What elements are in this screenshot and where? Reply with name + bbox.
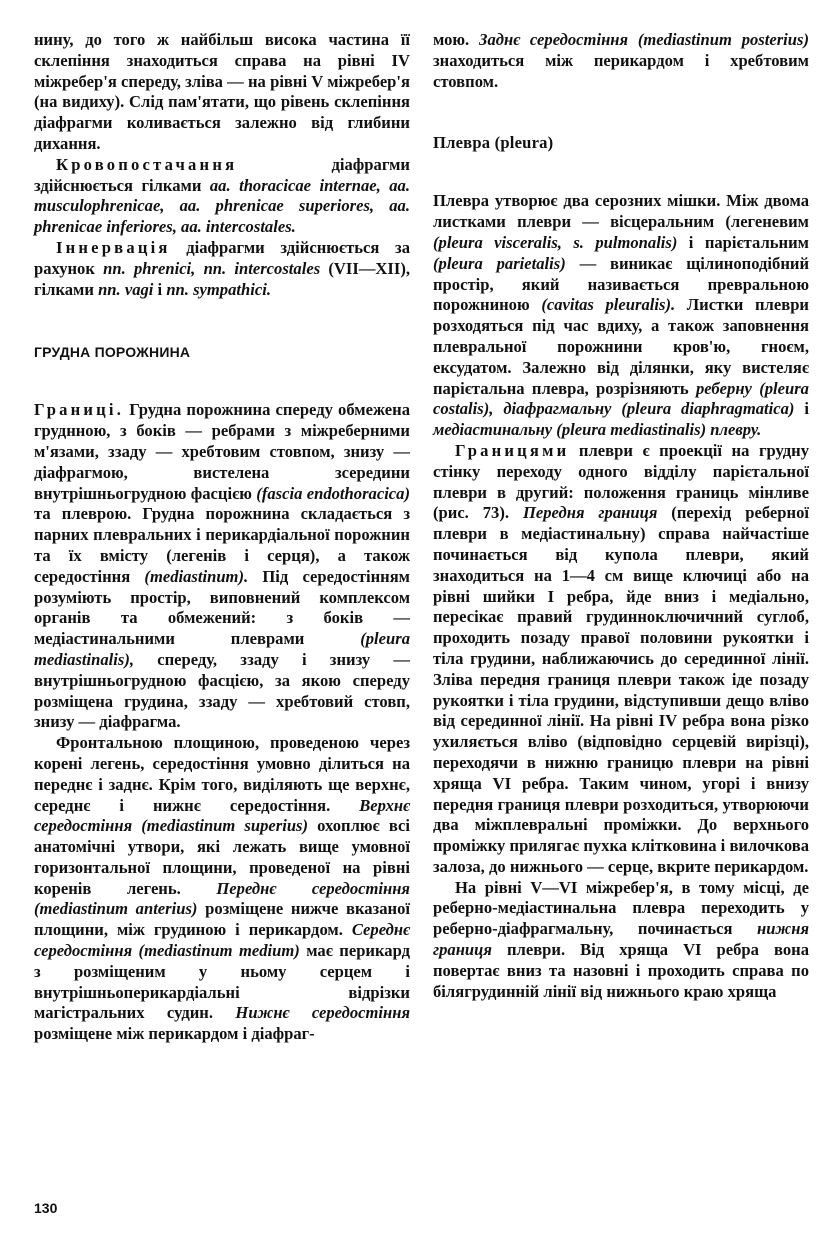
spaced-term-blood-supply: Кровопостачання [56, 154, 238, 174]
text-span: — виникає щілиноподібний простір, який називається превральною порожниною [433, 253, 809, 315]
latin-term: Нижнє середостіння [235, 1003, 410, 1023]
text-span: мою. [433, 30, 480, 49]
text-span: (VII—XII), гілками [34, 258, 410, 299]
section-heading-pleura: Плевра (pleura) [433, 133, 554, 153]
latin-term: (pleura visceralis, s. pulmonalis) [433, 232, 678, 252]
spaced-term-innervation: Іннервація [56, 237, 171, 257]
paragraph-blood-supply [34, 155, 410, 238]
text-span: Грудна порожнина спереду обмежена груднною, з боків — ребрами з міжреберними м'язами, ззаду — хребтовим стовпом, знизу — діафрагмою, вистелена зсередини внутрішньогрудною фасцією [34, 400, 410, 503]
latin-term: (pleura parietalis) [433, 253, 566, 273]
right-column [433, 30, 809, 1002]
text-span: і парієтальним [677, 232, 809, 252]
text-span: На рівні V—VI міжребер'я, в тому місці, де реберно-медіастинальна плевра переходить у реберно-діафрагмальну, починається [433, 877, 809, 939]
paragraph-posterior-mediastinum [433, 30, 809, 92]
text-span: спереду, ззаду і знизу — внутрішньогрудною фасцією, за якою спереду розміщена грудина, ззаду — хребтовий стовп, знизу — діафрагма. [34, 649, 410, 732]
text-span: Листки плеври розходяться під час вдиху, а також заповнення плевральної порожнини кров'ю, гноєм, ексудатом. Залежно від ділянки, яку вистеляє парієтальна плевра, розрізняють [433, 295, 809, 398]
text-span: Плевра утворює два серозних мішки. Між двома листками плеври — вісцеральним (легеневим [433, 191, 809, 232]
latin-term: медіастинальну (pleura mediastinalis) плевру. [433, 420, 762, 440]
left-column [34, 30, 410, 1045]
latin-term: (cavitas pleuralis). [541, 295, 676, 315]
latin-term: nn. vagi [98, 279, 154, 299]
text-span: Під середостінням розуміють простір, виповнений комплексом органів та обмежений: з боків — медіастинальними плеврами [34, 566, 410, 649]
text-span: Фронтальною площиною, проведеною через корені легень, середостіння умовно ділиться на переднє і заднє. Крім того, виділяють ще верхнє, середнє і нижнє середостіння. [34, 733, 410, 815]
text-span: охоплює всі анатомічні утвори, які лежать вище умовної горизонтальної площини, проведеної на рівні коренів легень. [34, 816, 410, 898]
paragraph-mediastinum-divisions [34, 733, 410, 1045]
latin-term: Заднє середостіння (mediastinum posterius) [479, 30, 809, 49]
spaced-term-borders: Границями [455, 440, 570, 460]
paragraph-pleura-intro [433, 191, 809, 441]
text-span: та плеврою. Грудна порожнина складається з парних плевральних і перикардіальної порожнин та їх вмісту (легенів і серця), а також середостіння [34, 504, 410, 586]
section-heading-thoracic-cavity: ГРУДНА ПОРОЖНИНА [34, 344, 191, 361]
paragraph-diaphragm-level: нину, до того ж найбільш висока частина її склепіння знаходиться справа на рівні IV міжребер'я спереду, зліва — на рівні V міжребер'я (на видиху). Слід пам'ятати, що рівень склепіння діафрагми коливається залежно від глибини дихання. [34, 30, 410, 153]
text-span: знаходиться між перикардом і хребтовим стовпом. [433, 50, 809, 91]
latin-term: (pleura mediastinalis), [34, 629, 410, 669]
paragraph-lower-border [433, 878, 809, 1003]
spaced-term-borders: Границі. [34, 400, 125, 420]
italic-term: Передня границя [522, 503, 658, 523]
latin-term: Верхнє середостіння (mediastinum superius) [34, 795, 410, 836]
text-span: (перехід реберної плеври в медіастинальну) справа найчастіше починається від купола плеври, який знаходиться на 1—4 см вище ключиці або на рівні шийки I ребра, йде вниз і медіально, пересікає правий грудинноключичний суглоб, проходить позаду правої половини рукоятки і тіла грудини, наближаючись до серединної лінії. Зліва передня границя плеври також іде позаду рукоятки і тіла грудини, відступивши дещо вліво від серединної лінії. На рівні IV ребра вона різко ухиляється вліво (відповідно серцевій вирізці), переходячи в нижню границю плеври на рівні хряща VI ребра. Таким чином, угорі і внизу передня границя плеври розходиться, утворюючи два міжплевральні проміжки. До верхнього проміжку прилягає пухка клітковина і вилочкова залоза, до нижнього — серце, вкрите перикардом. [433, 503, 809, 876]
latin-term: nn. sympathici. [166, 279, 271, 299]
latin-term: Переднє середостіння (mediastinum anterius) [34, 878, 410, 919]
text-span: розміщене нижче вказаної площини, між грудиною і перикардом. [34, 899, 410, 940]
text-span: і [794, 399, 810, 419]
latin-term: aa. thoracicae internae, aa. musculophrenicae, aa. phrenicae superiores, aa. phrenicae inferiores, aa. intercostales. [34, 175, 411, 237]
paragraph-innervation [34, 238, 410, 300]
text-span: діафрагми здійснюється за рахунок [34, 237, 410, 278]
text-span: розміщене між перикардом і діафраг- [34, 1024, 315, 1044]
latin-term: реберну (pleura costalis), діафрагмальну (pleura diaphragmatica) [433, 378, 809, 419]
latin-term: (fascia endothoracica) [256, 483, 410, 503]
paragraph-pleura-borders [433, 441, 809, 878]
text-span: має перикард з розміщеним у ньому серцем і внутрішньоперикардіальні відрізки магістральних судин. [34, 941, 410, 1023]
text-span: плеври є проекції на грудну стінку переходу одного відділу парієтальної плеври в другий: положення границь мінливе (рис. 73). [433, 440, 809, 523]
text-span: діафрагми здійснюється гілками [34, 154, 410, 195]
text-span: плеври. Від хряща VI ребра вона повертає вниз та назовні і проходить справа по білягрудинній лінії від нижнього краю хряща [433, 940, 809, 1001]
latin-term: Середнє середостіння (mediastinum medium) [34, 920, 410, 961]
latin-term: (mediastinum). [144, 566, 249, 586]
paragraph-borders [34, 400, 410, 733]
page-number: 130 [34, 1200, 58, 1216]
text-span: і [153, 279, 167, 299]
italic-term: нижня границя [433, 919, 809, 960]
latin-term: nn. phrenici, nn. intercostales [103, 258, 321, 278]
